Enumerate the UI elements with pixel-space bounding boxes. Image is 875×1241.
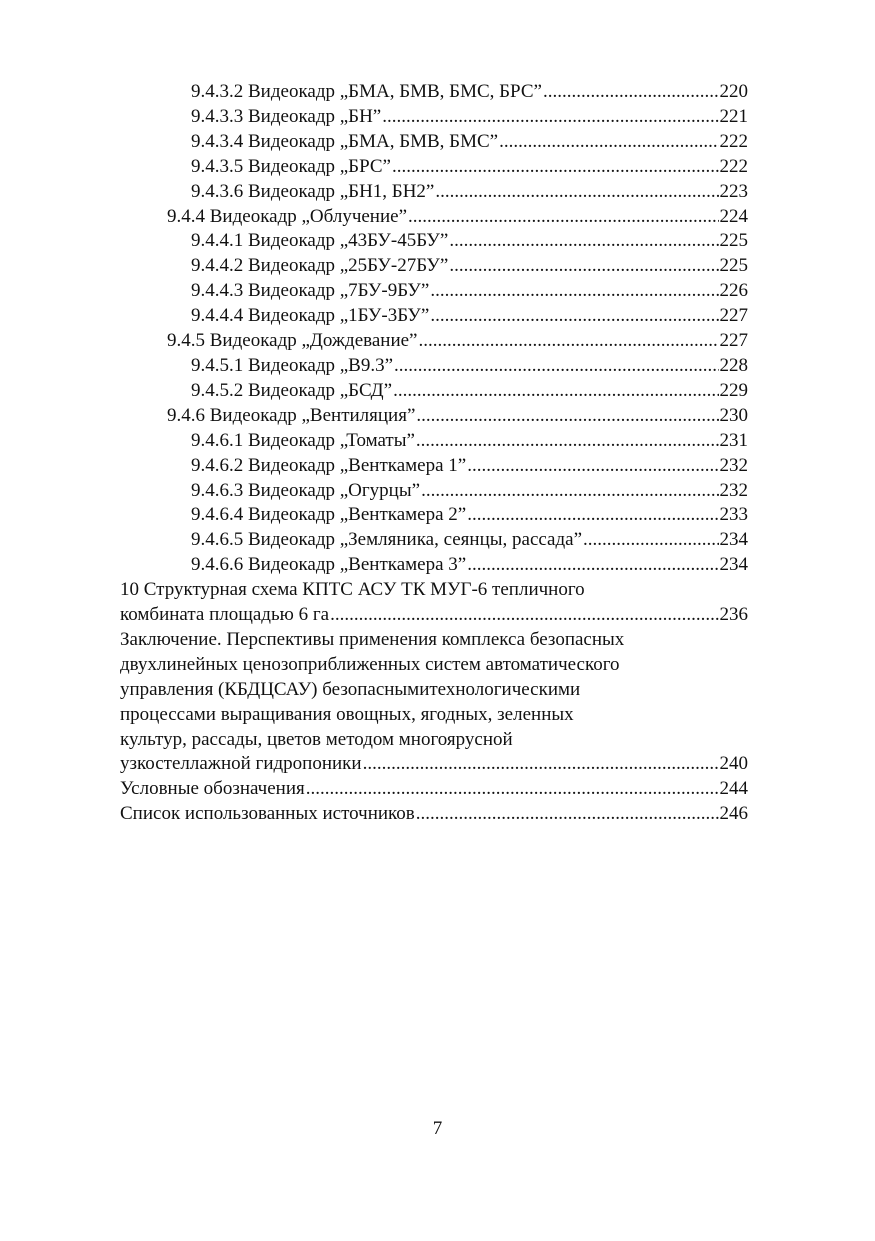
toc-chapter-10-line1[interactable]: 10 Структурная схема КПТС АСУ ТК МУГ-6 тепличного <box>120 579 585 601</box>
toc-entry-title: Условные обозначения <box>120 778 305 800</box>
dot-leader <box>382 105 718 130</box>
dot-leader <box>408 205 718 230</box>
toc-entry-title: 9.4.3.3 Видеокадр „БН” <box>191 105 382 127</box>
toc-entry-page: 225 <box>719 230 748 252</box>
dot-leader <box>330 603 718 628</box>
toc-entry-9-4-3-6[interactable] <box>120 180 748 205</box>
toc-entry-page: 234 <box>719 529 748 551</box>
toc-entry-title: узкостеллажной гидропоники <box>120 753 362 775</box>
toc-entry-title: 9.4.4.1 Видеокадр „43БУ-45БУ” <box>191 230 449 252</box>
toc-entry-title: Список использованных источников <box>120 803 415 825</box>
dot-leader <box>543 80 719 105</box>
toc-entry-title: 9.4.4.3 Видеокадр „7БУ-9БУ” <box>191 280 430 302</box>
toc-symbols[interactable] <box>120 777 748 802</box>
toc-entry-title: 9.4.3.5 Видеокадр „БРС” <box>191 155 391 177</box>
table-of-contents <box>120 80 748 827</box>
toc-entry-page: 222 <box>719 155 748 177</box>
toc-chapter-10[interactable] <box>120 603 748 628</box>
toc-entry-9-4-3-2[interactable] <box>120 80 748 105</box>
toc-entry-page: 231 <box>719 429 748 451</box>
dot-leader <box>430 279 718 304</box>
toc-entry-9-4-4-1[interactable] <box>120 229 748 254</box>
toc-entry-9-4-6-2[interactable] <box>120 454 748 479</box>
toc-entry-9-4-5-1[interactable] <box>120 354 748 379</box>
dot-leader <box>419 329 719 354</box>
dot-leader <box>421 479 718 504</box>
toc-entry-page: 228 <box>719 354 748 376</box>
toc-entry-page: 244 <box>719 778 748 800</box>
toc-entry-9-4-6-4[interactable] <box>120 503 748 528</box>
dot-leader <box>430 304 718 329</box>
toc-entry-page: 226 <box>719 280 748 302</box>
toc-entry-title: 9.4.6.2 Видеокадр „Венткамера 1” <box>191 454 467 476</box>
dot-leader <box>363 752 719 777</box>
dot-leader <box>499 130 718 155</box>
toc-conclusion-line1[interactable]: Заключение. Перспективы применения комплекса безопасных <box>120 628 625 650</box>
toc-entry-page: 221 <box>719 105 748 127</box>
toc-entry-page: 220 <box>719 81 748 102</box>
toc-entry-page: 225 <box>719 255 748 277</box>
toc-entry-page: 227 <box>719 305 748 327</box>
toc-entry-title: 9.4.3.6 Видеокадр „БН1, БН2” <box>191 180 435 202</box>
dot-leader <box>416 802 719 827</box>
toc-entry-9-4-3-3[interactable] <box>120 105 748 130</box>
toc-entry-9-4-5[interactable] <box>120 329 748 354</box>
toc-entry-title: 9.4.6.4 Видеокадр „Венткамера 2” <box>191 504 467 526</box>
toc-entry-9-4-6-1[interactable] <box>120 429 748 454</box>
toc-entry-page: 232 <box>719 454 748 476</box>
toc-entry-title: 9.4.6.5 Видеокадр „Земляника, сеянцы, рассада” <box>191 529 583 551</box>
toc-entry-page: 240 <box>719 753 748 775</box>
toc-conclusion-line3[interactable]: управления (КБДЦСАУ) безопаснымитехнологическими <box>120 678 581 700</box>
toc-entry-page: 230 <box>719 404 748 426</box>
toc-entry-title: 9.4.5 Видеокадр „Дождевание” <box>167 330 418 352</box>
toc-entry-title: 9.4.5.2 Видеокадр „БСД” <box>191 379 393 401</box>
toc-entry-page: 246 <box>719 803 748 825</box>
toc-entry-title: 9.4.3.2 Видеокадр „БМА, БМВ, БМС, БРС” <box>191 81 542 102</box>
toc-entry-title: 9.4.3.4 Видеокадр „БМА, БМВ, БМС” <box>191 130 499 152</box>
toc-references[interactable] <box>120 802 748 827</box>
toc-conclusion[interactable] <box>120 752 748 777</box>
toc-entry-title: 9.4.4 Видеокадр „Облучение” <box>167 205 408 227</box>
dot-leader <box>392 155 719 180</box>
dot-leader <box>449 254 718 279</box>
toc-entry-title: комбината площадью 6 га <box>120 604 330 626</box>
dot-leader <box>416 429 719 454</box>
toc-entry-page: 229 <box>719 379 748 401</box>
toc-entry-page: 223 <box>719 180 748 202</box>
dot-leader <box>583 528 718 553</box>
dot-leader <box>435 180 718 205</box>
toc-entry-page: 233 <box>719 504 748 526</box>
toc-entry-title: 9.4.4.4 Видеокадр „1БУ-3БУ” <box>191 305 430 327</box>
toc-conclusion-line2[interactable]: двухлинейных ценозоприближенных систем автоматического <box>120 653 620 675</box>
toc-entry-9-4-3-4[interactable] <box>120 130 748 155</box>
toc-entry-9-4-6[interactable] <box>120 404 748 429</box>
toc-entry-9-4-6-5[interactable] <box>120 528 748 553</box>
toc-entry-title: 9.4.5.1 Видеокадр „В9.3” <box>191 354 394 376</box>
dot-leader <box>393 379 718 404</box>
toc-entry-title: 9.4.6.1 Видеокадр „Томаты” <box>191 429 415 451</box>
toc-entry-9-4-6-6[interactable] <box>120 553 748 578</box>
toc-entry-page: 227 <box>719 330 748 352</box>
toc-entry-title: 9.4.4.2 Видеокадр „25БУ-27БУ” <box>191 255 449 277</box>
toc-entry-9-4-4-2[interactable] <box>120 254 748 279</box>
dot-leader <box>306 777 719 802</box>
toc-conclusion-line5[interactable]: культур, рассады, цветов методом многоярусной <box>120 728 513 750</box>
dot-leader <box>449 229 718 254</box>
dot-leader <box>416 404 718 429</box>
toc-entry-page: 224 <box>719 205 748 227</box>
dot-leader <box>394 354 718 379</box>
toc-entry-9-4-6-3[interactable] <box>120 479 748 504</box>
toc-conclusion-line4[interactable]: процессами выращивания овощных, ягодных, зеленных <box>120 703 574 725</box>
toc-entry-page: 236 <box>719 604 748 626</box>
toc-entry-page: 232 <box>719 479 748 501</box>
toc-entry-page: 222 <box>719 130 748 152</box>
toc-entry-title: 9.4.6 Видеокадр „Вентиляция” <box>167 404 416 426</box>
page-number: 7 <box>432 1118 443 1139</box>
toc-entry-title: 9.4.6.3 Видеокадр „Огурцы” <box>191 479 421 501</box>
toc-entry-9-4-5-2[interactable] <box>120 379 748 404</box>
dot-leader <box>467 553 718 578</box>
toc-entry-9-4-3-5[interactable] <box>120 155 748 180</box>
toc-entry-9-4-4[interactable] <box>120 205 748 230</box>
toc-entry-9-4-4-4[interactable] <box>120 304 748 329</box>
dot-leader <box>467 503 718 528</box>
toc-entry-title: 9.4.6.6 Видеокадр „Венткамера 3” <box>191 554 467 576</box>
toc-entry-page: 234 <box>719 554 748 576</box>
toc-entry-9-4-4-3[interactable] <box>120 279 748 304</box>
dot-leader <box>467 454 718 479</box>
